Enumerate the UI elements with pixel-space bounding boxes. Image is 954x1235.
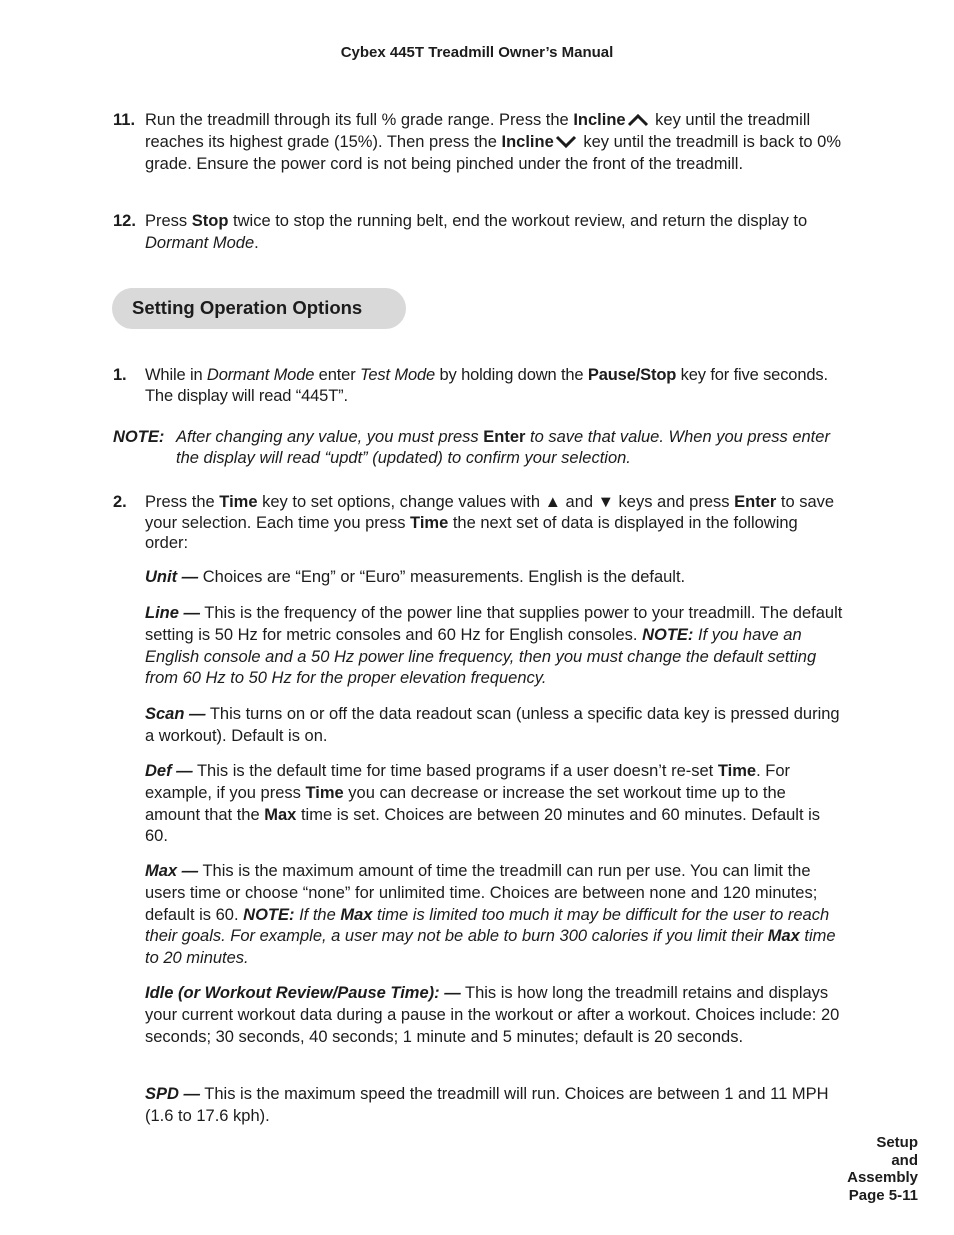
incline-key-label: Incline bbox=[501, 132, 554, 151]
page-number: Page 5-11 bbox=[848, 1186, 918, 1204]
step-number: 12. bbox=[113, 212, 136, 230]
option-term: Max — bbox=[145, 862, 199, 880]
option-term: Line — bbox=[145, 604, 201, 622]
step-text: Run the treadmill through its full % grade range. Press the Incline key until the treadmill reaches its highest grade (15%). Then press the Incline key until the treadmill is back to 0% grade. Ensure the power cord is not being pinched under the front of the treadmill. bbox=[145, 111, 842, 173]
option-term: Idle (or Workout Review/Pause Time): — bbox=[145, 984, 461, 1002]
incline-key-label: Incline bbox=[573, 111, 626, 129]
section-title: Setting Operation Options bbox=[132, 297, 363, 318]
chevron-up-icon bbox=[627, 113, 649, 127]
page-header: Cybex 445T Treadmill Owner’s Manual bbox=[340, 44, 614, 61]
option-idle: Idle (or Workout Review/Pause Time): — This is how long the treadmill retains and displays your current workout data during a pause in the workout or after a workout. Choices include: 20 seconds; 30 seconds, 40 seconds; 1 minute and 5 minutes; default is 20 seconds. bbox=[145, 984, 840, 1046]
step-text: While in Dormant Mode enter Test Mode by holding down the Pause/Stop key for five seconds. The display will read “445T”. bbox=[145, 366, 828, 405]
page-footer: Setup and Assembly Page 5-11 bbox=[847, 1134, 918, 1204]
option-term: SPD — bbox=[145, 1085, 201, 1103]
section-heading bbox=[112, 288, 406, 329]
note-block bbox=[113, 427, 843, 468]
option-scan: Scan — This turns on or off the data readout scan (unless a specific data key is pressed during a workout). Default is on. bbox=[145, 705, 840, 745]
step-12 bbox=[113, 211, 843, 255]
option-unit: Unit — Choices are “Eng” or “Euro” measurements. English is the default. bbox=[145, 568, 686, 586]
option-max: Max — This is the maximum amount of time the treadmill can run per use. You can limit the users time or choose “none” for unlimited time. Choices are between none and 120 minutes; default is 60. NOTE: If the Max time is limited too much it may be difficult for the user to reach their goals. For example, a user may not be able to burn 300 calories if you limit their Max time to 20 minutes. bbox=[145, 862, 836, 968]
step-number: 1. bbox=[113, 366, 127, 384]
option-term: Scan — bbox=[145, 705, 206, 723]
note-label: NOTE: bbox=[113, 428, 165, 446]
chevron-down-icon bbox=[555, 135, 577, 149]
step-text: Press the Time key to set options, change values with ▲ and ▼ keys and press Enter to save your selection. Each time you press Time the next set of data is displayed in the following order: bbox=[145, 493, 835, 552]
step-number: 2. bbox=[113, 493, 127, 511]
step-number: 11. bbox=[113, 111, 136, 129]
option-def: Def — This is the default time for time based programs if a user doesn’t re-set Time. For example, if you press Time you can decrease or increase the set workout time up to the amount that the Max time is set. Choices are between 20 minutes and 60 minutes. Default is 60. bbox=[145, 762, 821, 846]
note-text: After changing any value, you must press Enter to save that value. When you press enter the display will read “updt” (updated) to confirm your selection. bbox=[176, 428, 830, 467]
step-1 bbox=[113, 365, 843, 406]
option-term: Def — bbox=[145, 762, 193, 780]
option-term: Unit — bbox=[145, 568, 199, 586]
step-11 bbox=[113, 110, 843, 175]
step-text: Press Stop twice to stop the running belt, end the workout review, and return the display to Dormant Mode. bbox=[145, 212, 808, 252]
step-2 bbox=[113, 492, 843, 554]
option-spd: SPD — This is the maximum speed the treadmill will run. Choices are between 1 and 11 MPH (1.6 to 17.6 kph). bbox=[145, 1085, 829, 1125]
option-line: Line — This is the frequency of the power line that supplies power to your treadmill. The default setting is 50 Hz for metric consoles and 60 Hz for English consoles. NOTE: If you have an English console and a 50 Hz power line frequency, then you must change the default setting from 60 Hz to 50 Hz for the proper elevation frequency. bbox=[145, 604, 843, 688]
